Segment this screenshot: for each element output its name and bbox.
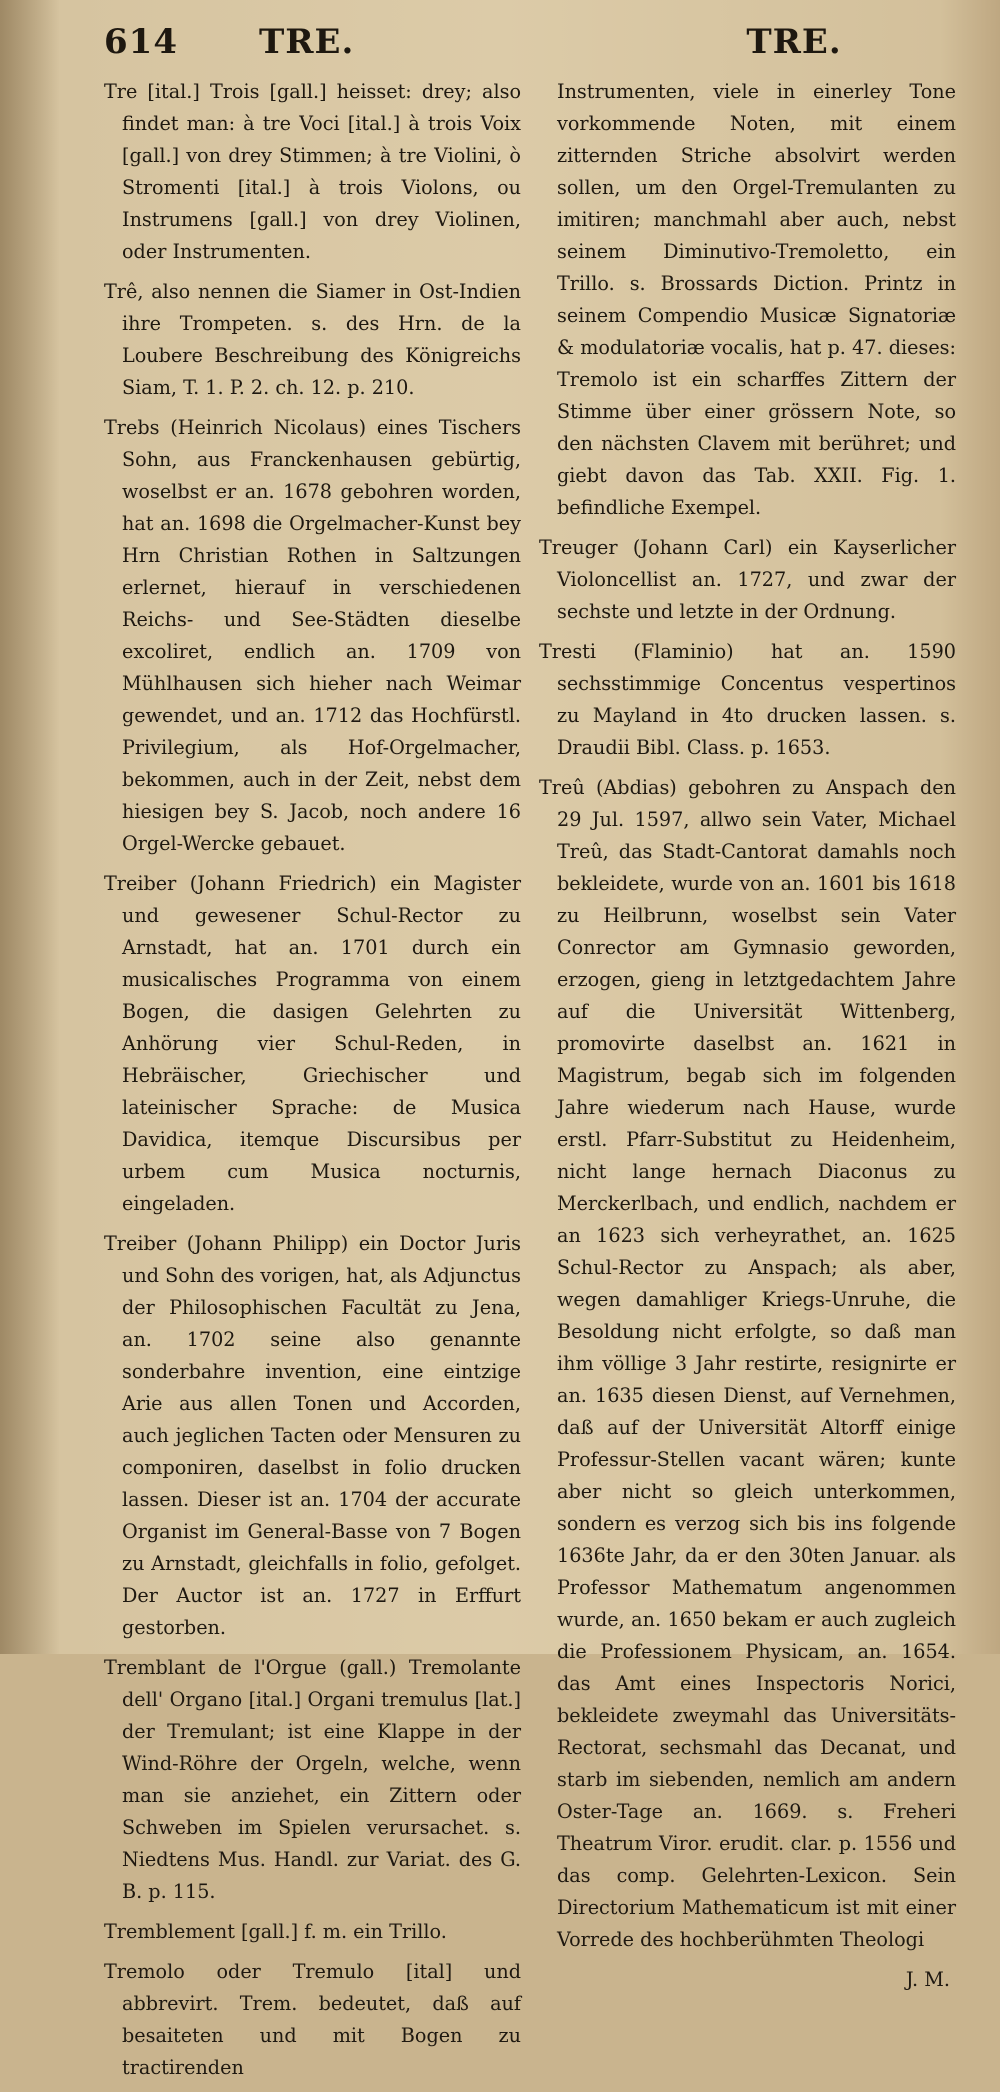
entry-tremolo: Tremolo oder Tremulo [ital] und abbrevirt. Trem. bedeutet, daß auf besaiteten und mit Bogen zu tractirenden — [104, 1960, 521, 2079]
page-number: 614 — [104, 22, 178, 62]
entry-tre-siam: Trê, also nennen die Siamer in Ost-Indien ihre Trompeten. s. des Hrn. de la Loubere Beschreibung des Königreichs Siam, T. 1. P. 2. ch. 12. p. 210. — [104, 280, 521, 399]
entry-treiber-johann-philipp: Treiber (Johann Philipp) ein Doctor Juris und Sohn des vorigen, hat, als Adjunctus der Philosophischen Facultät zu Jena, an. 1702 seine also genannte sonderbahre invention, eine eintzige Arie aus allen Tonen und Accorden, auch jeglichen Tacten oder Mensuren zu componiren, daselbst in folio drucken lassen. Dieser ist an. 1704 der accurate Organist im General-Basse von 7 Bogen zu Arnstadt, gleichfalls in folio, gefolget. Der Auctor ist an. 1727 in Erffurt gestorben. — [104, 1232, 521, 1639]
entry-trebs: Trebs (Heinrich Nicolaus) eines Tischers Sohn, aus Franckenhausen gebürtig, woselbst er an. 1678 gebohren worden, hat an. 1698 die Orgelmacher-Kunst bey Hrn Christian Rothen in Saltzungen erlernet, hierauf in verschiedenen Reichs- und See-Städten dieselbe excoliret, endlich an. 1709 von Mühlhausen sich hieher nach Weimar gewendet, und an. 1712 das Hochfürstl. Privilegium, als Hof-Orgelmacher, bekommen, auch in der Zeit, nebst dem hiesigen bey S. Jacob, noch andere 16 Orgel-Wercke gebauet. — [104, 416, 521, 855]
entry-tremolo-continued: Instrumenten, viele in einerley Tone vorkommende Noten, mit einem zitternden Striche absolvirt werden sollen, um den Orgel-Tremulanten zu imitiren; manchmahl aber auch, nebst seinem Diminutivo-Tremoletto, ein Trillo. s. Brossards Diction. Printz in seinem Compendio Musicæ Signatoriæ & modulatoriæ vocalis, hat p. 47. dieses: Tremolo ist ein scharffes Zittern der Stimme über einer grössern Note, so den nächsten Clavem mit berühret; und giebt davon das Tab. XXII. Fig. 1. befindliche Exempel. — [557, 80, 956, 519]
entry-treuger: Treuger (Johann Carl) ein Kayserlicher Violoncellist an. 1727, und zwar der sechste und letzte in der Ordnung. — [539, 536, 956, 623]
right-running-title: TRE. — [746, 22, 842, 62]
running-header — [104, 22, 956, 76]
entry-treu: Treû (Abdias) gebohren zu Anspach den 29 Jul. 1597, allwo sein Vater, Michael Treû, das Stadt-Cantorat damahls noch bekleidete, wurde von an. 1601 bis 1618 zu Heilbrunn, woselbst sein Vater Conrector am Gymnasio geworden, erzogen, gieng in letztgedachtem Jahre auf die Universität Wittenberg, promovirte daselbst an. 1621 in Magistrum, begab sich im folgenden Jahre wiederum nach Hause, wurde erstl. Pfarr-Substitut zu Heidenheim, nicht lange hernach Diaconus zu Merckerlbach, und endlich, nachdem er an 1623 sich verheyrathet, an. 1625 Schul-Rector zu Anspach; als aber, wegen damahliger Kriegs-Unruhe, die Besoldung nicht erfolgte, so daß man ihm völlige 3 Jahr restirte, resignirte er an. 1635 diesen Dienst, auf Vernehmen, daß auf der Universität Altorff einige Professur-Stellen vacant wären; kunte aber nicht so gleich unterkommen, sondern es verzog sich bis ins folgende 1636te Jahr, da er den 30ten Januar. als Professor Mathematum angenommen wurde, an. 1650 bekam er auch zugleich die Professionem Physicam, an. 1654. das Amt eines Inspectoris Norici, bekleidete zweymahl das Universitäts-Rectorat, sechsmahl das Decanat, und starb im siebenden, nemlich am andern Oster-Tage an. 1669. s. Freheri Theatrum Viror. erudit. clar. p. 1556 und das comp. Gelehrten-Lexicon. Sein Directorium Mathematicum ist mit einer Vorrede des hochberühmten Theologi — [539, 776, 956, 1951]
right-column — [539, 76, 956, 2092]
entry-tremblement: Tremblement [gall.] f. m. ein Trillo. — [104, 1920, 447, 1943]
text-columns — [104, 76, 956, 2092]
entry-tremblant: Tremblant de l'Orgue (gall.) Tremolante dell' Organo [ital.] Organi tremulus [lat.] der Tremulant; ist eine Klappe in der Wind-Röhre der Orgeln, welche, wenn man sie anziehet, ein Zittern oder Schweben im Spielen verursachet. s. Niedtens Mus. Handl. zur Variat. des G. B. p. 115. — [104, 1656, 521, 1903]
entry-tresti: Tresti (Flaminio) hat an. 1590 sechsstimmige Concentus vespertinos zu Mayland in 4to drucken lassen. s. Draudii Bibl. Class. p. 1653. — [539, 640, 956, 759]
left-running-title: TRE. — [259, 22, 355, 62]
entry-treiber-johann-friedrich: Treiber (Johann Friedrich) ein Magister und gewesener Schul-Rector zu Arnstadt, hat an. 1701 durch ein musicalisches Programma von einem Bogen, die dasigen Gelehrten zu Anhörung vier Schul-Reden, in Hebräischer, Griechischer und lateinischer Sprache: de Musica Davidica, itemque Discursibus per urbem cum Musica nocturnis, eingeladen. — [104, 872, 521, 1215]
left-column — [104, 76, 521, 2092]
entry-tre: Tre [ital.] Trois [gall.] heisset: drey; also findet man: à tre Voci [ital.] à trois Voix [gall.] von drey Stimmen; à tre Violini, ò Stromenti [ital.] à trois Violons, ou Instrumens [gall.] von drey Violinen, oder Instrumenten. — [104, 80, 521, 263]
catchword: J. M. — [905, 1968, 950, 1991]
